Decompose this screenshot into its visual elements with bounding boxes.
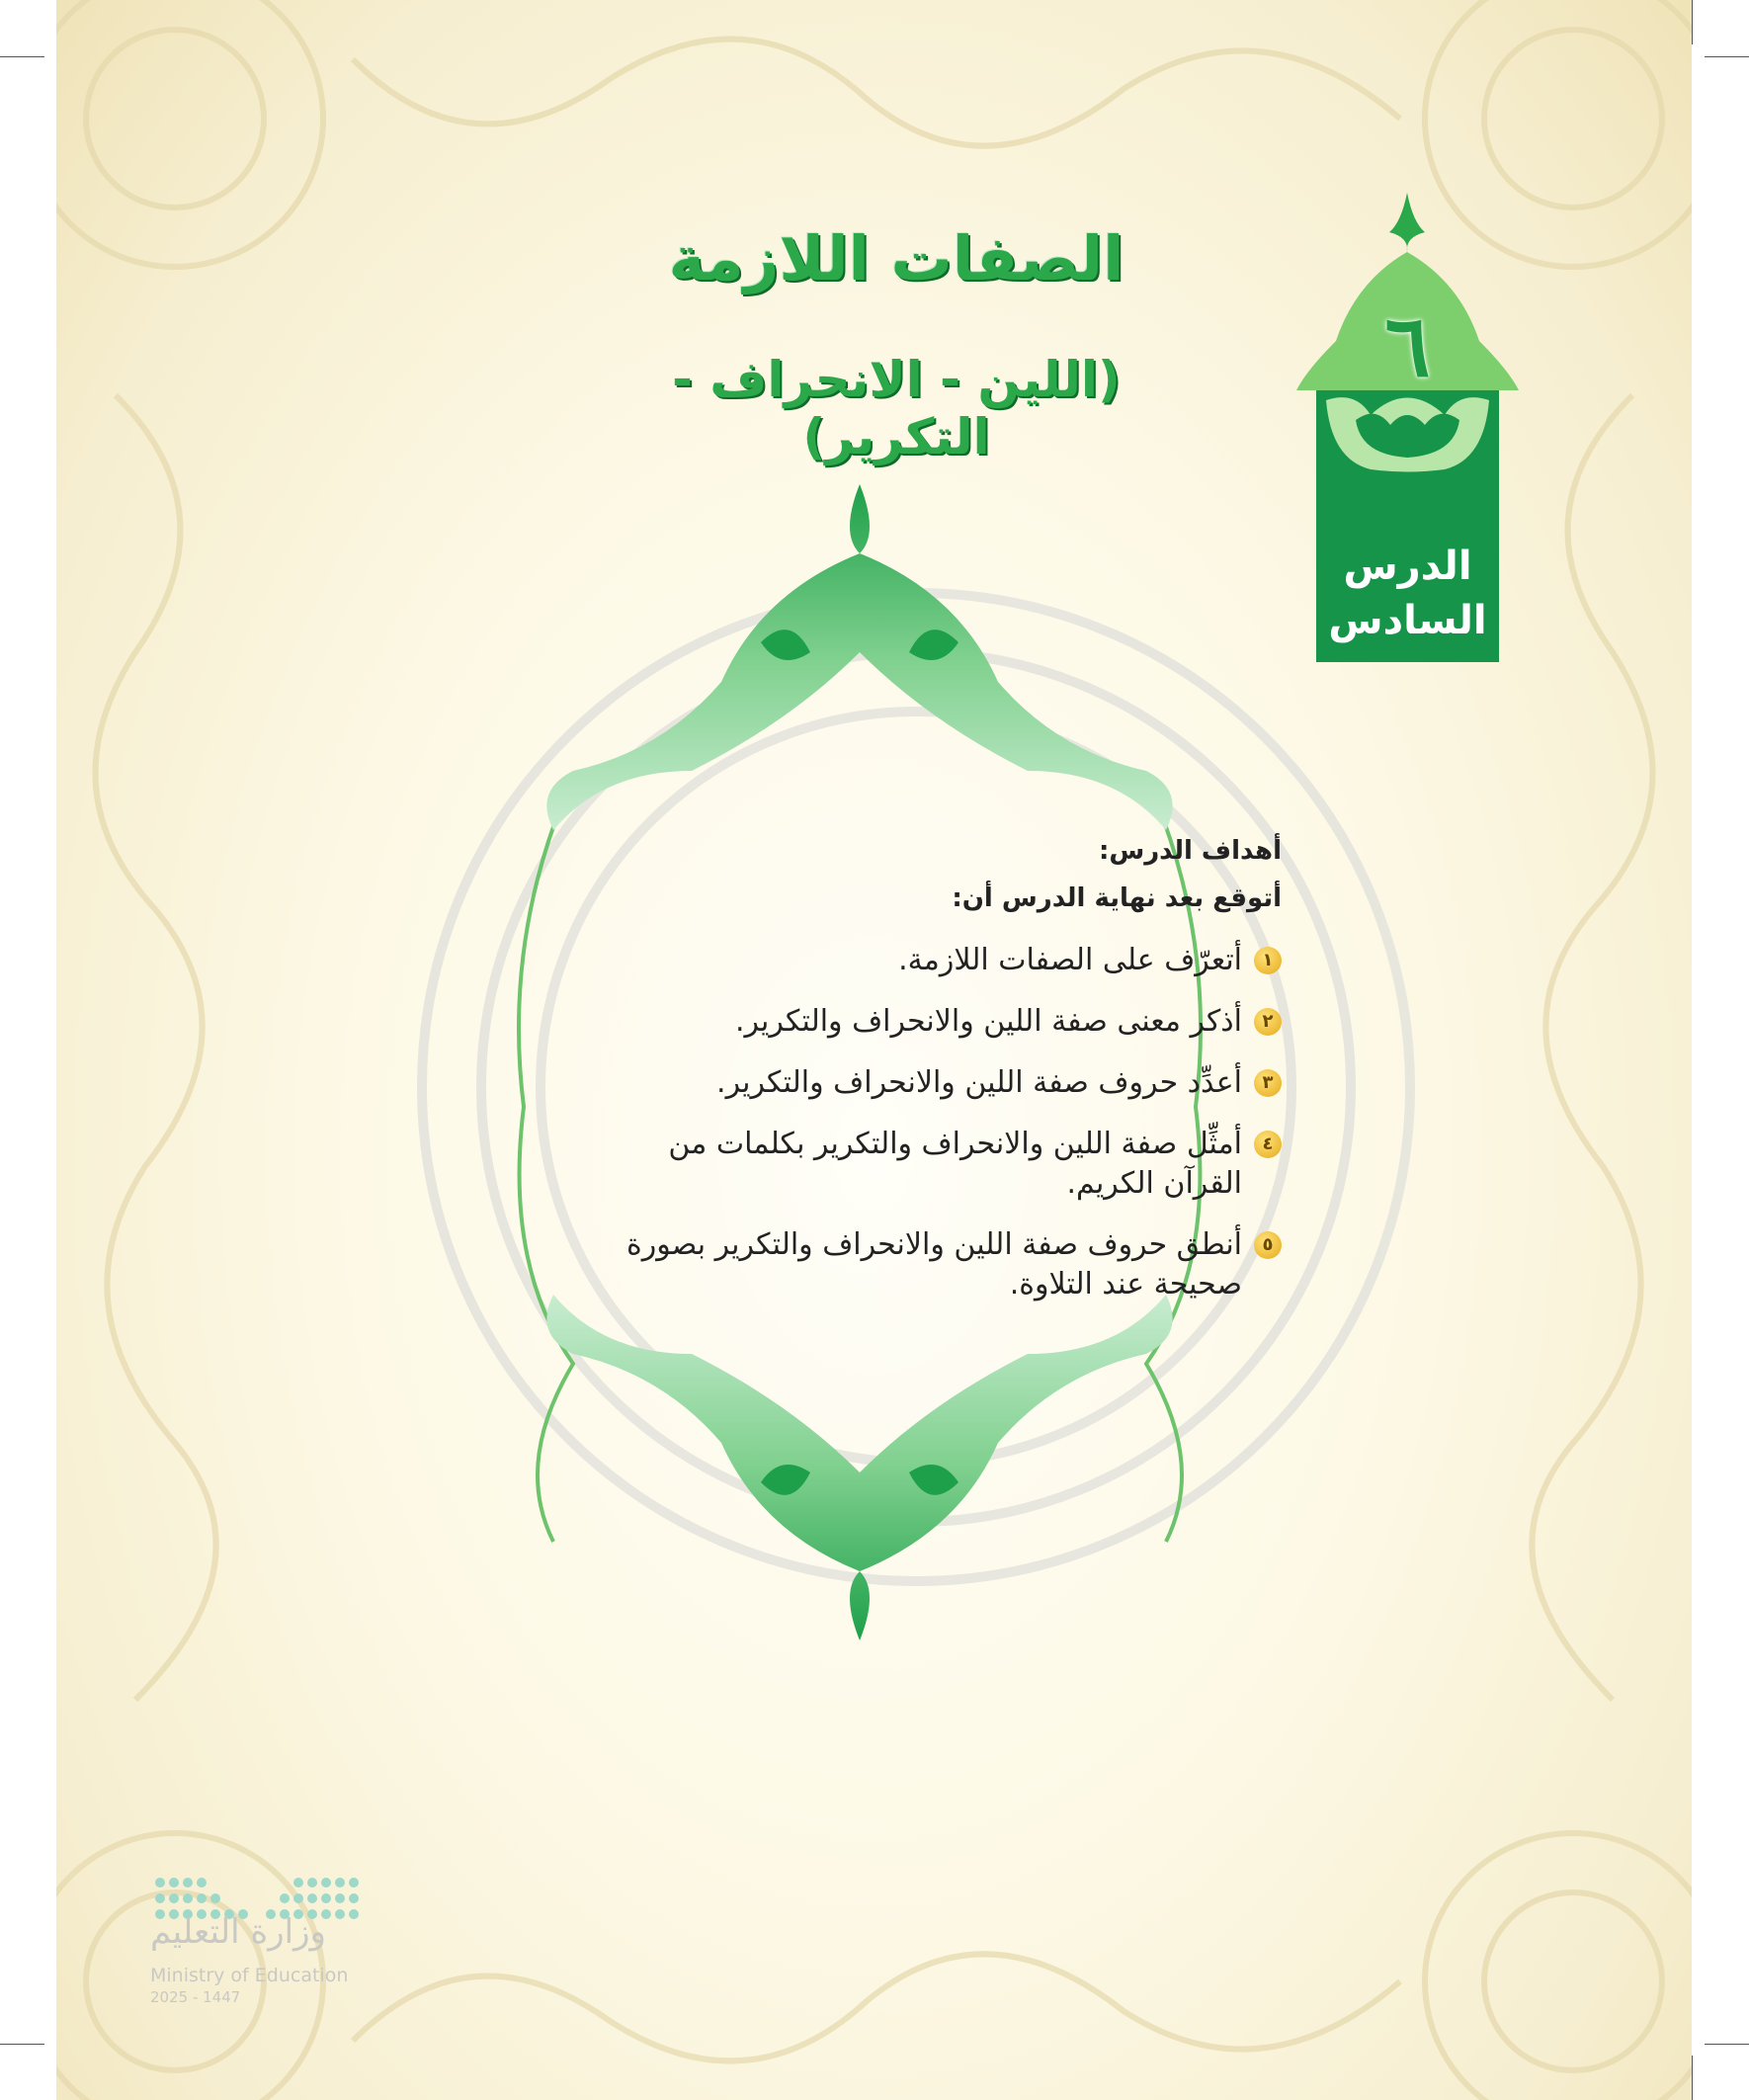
objectives-intro: أتوقع بعد نهاية الدرس أن:	[952, 883, 1282, 913]
page	[56, 0, 1692, 2100]
objective-number-badge: ٥	[1254, 1231, 1282, 1259]
objective-number-badge: ٢	[1254, 1008, 1282, 1036]
objective-number-badge: ٤	[1254, 1131, 1282, 1158]
crop-mark	[0, 56, 44, 57]
page-subtitle: (اللين - الانحراف - التكرير)	[672, 351, 1121, 465]
lesson-label-line2: السادس	[1328, 598, 1487, 643]
lesson-label-line1: الدرس	[1343, 544, 1472, 589]
objective-item	[610, 1002, 1282, 1042]
objectives-section	[610, 830, 1282, 1304]
objective-number-badge: ٣	[1254, 1069, 1282, 1097]
objective-text: أذكر معنى صفة اللين والانحراف والتكرير.	[734, 1004, 1242, 1039]
page-title: الصفات اللازمة	[668, 222, 1124, 294]
objective-item	[610, 941, 1282, 980]
crop-mark	[1705, 56, 1749, 57]
ministry-year: 2025 - 1447	[150, 1988, 241, 2006]
lesson-number: ٦	[1384, 296, 1431, 396]
crop-mark	[0, 2044, 44, 2045]
ministry-name-en: Ministry of Education	[150, 1965, 349, 1986]
objective-item	[610, 1225, 1282, 1304]
ministry-name-ar: وزارة التعليم	[150, 1912, 326, 1952]
objective-text: أتعرّف على الصفات اللازمة.	[898, 943, 1242, 977]
objectives-heading: أهداف الدرس:	[1098, 836, 1282, 866]
crop-mark	[1692, 0, 1693, 44]
objective-text: أنطق حروف صفة اللين والانحراف والتكرير بصورة صحيحة عند التلاوة.	[626, 1227, 1242, 1302]
crop-mark	[1705, 2044, 1749, 2045]
objective-text: أعدِّد حروف صفة اللين والانحراف والتكرير.	[716, 1065, 1242, 1100]
lesson-badge	[1296, 193, 1519, 667]
objective-text: أمثِّل صفة اللين والانحراف والتكرير بكلمات من القرآن الكريم.	[668, 1127, 1242, 1201]
crop-mark	[1692, 2056, 1693, 2100]
objective-number-badge: ١	[1254, 947, 1282, 974]
objective-item	[610, 1063, 1282, 1103]
objective-item	[610, 1125, 1282, 1204]
